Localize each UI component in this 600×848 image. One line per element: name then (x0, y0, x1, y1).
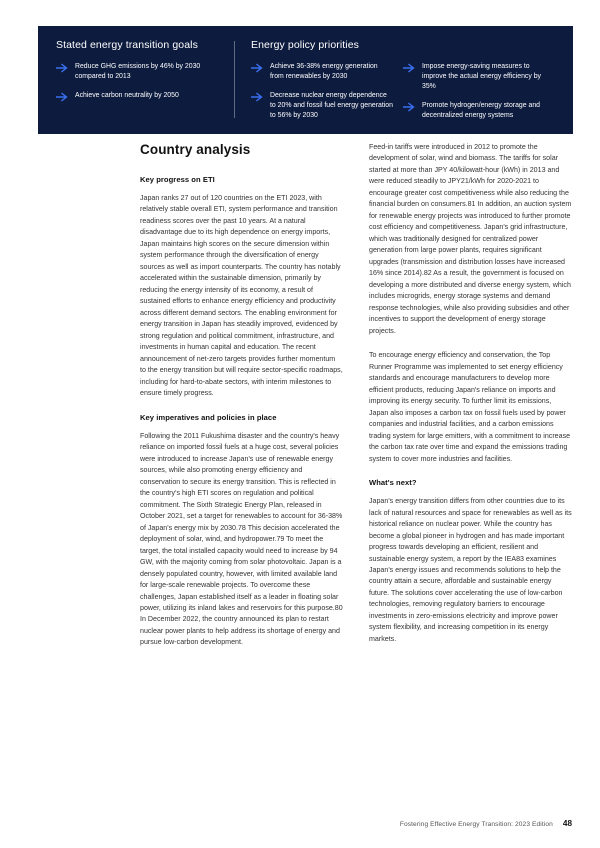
stated-goals-item-label: Reduce GHG emissions by 46% by 2030 compared to 2013 (75, 63, 201, 80)
page-title: Country analysis (140, 142, 251, 157)
paragraph-whats-next: Japan's energy transition differs from other countries due to its lack of natural resources and space for renewables as well as its historical reliance on nuclear power. While the country has become a global pioneer in hydrogen and has made important progress towards developing an efficient, resilient and sustainable energy system, a report by the IEA83 examines Japan's energy issues and recommends solutions to help the country attain a secure, affordable and sustainable energy future. The solutions cover accelerating the use of low-carbon technologies, removing regulatory barriers to encourage investments in zero-emissions electricity and improve power system flexibility, and increasing competition in its energy markets. (369, 497, 572, 643)
section-heading-key-progress: Key progress on ETI (140, 175, 215, 184)
page-footer (400, 819, 572, 828)
arrow-right-icon (56, 63, 69, 73)
priority-item-label: Impose energy-saving measures to improve the actual energy efficiency by 35% (422, 63, 541, 90)
stated-goals-item (56, 91, 222, 102)
stated-goals-item-label: Achieve carbon neutrality by 2050 (75, 92, 179, 99)
paragraph-key-imperatives: Following the 2011 Fukushima disaster and the country's heavy reliance on imported fossil fuels at a huge cost, several policies were introduced to increase Japan's use of renewable energy sources, while also promoting energy efficiency and conservation to secure its energy transition. This is reflected in the country's high ETI scores on regulation and political commitment. The Sixth Strategic Energy Plan, released in October 2021, set a target for renewables to account for 36-38% of Japan's energy mix by 2030.78 This decision accelerated the deployment of solar, wind, and hydropower.79 To meet the target, the total installed capacity would need to increase by 94 GW, with the majority coming from solar photovoltaic. Japan is a densely populated country, however, with limited available land for large-scale renewable projects. To overcome these challenges, Japan established itself as a leader in floating solar power, utilizing its inland lakes and reservoirs for this purpose.80 In December 2022, the country announced its plan to restart nuclear power plants to help address its shortage of energy and pursue low-carbon development. (140, 431, 343, 647)
arrow-right-icon (403, 102, 416, 112)
footer-report-title: Fostering Effective Energy Transition: 2023 Edition (399, 821, 553, 828)
priority-item (251, 91, 393, 121)
footer-page-number: 48 (562, 819, 572, 828)
left-text-column (140, 142, 343, 802)
priority-item-label: Achieve 36-38% energy generation from renewables by 2030 (270, 63, 378, 80)
paragraph-feed-in-tariffs: Feed-in tariffs were introduced in 2012 to promote the development of solar, wind and biomass. The tariffs for solar started at more than JPY 40/kilowatt-hour (kWh) in 2013 and were reduced steadily to JPY21/kWh for 2020-2021 to encourage greater cost competitiveness while also reducing the financial burden on consumers.81 In addition, an auction system for renewable energy projects was introduced to further promote cost efficiency and competitiveness. Japan's grid infrastructure, which was traditionally designed for centralized power generation from large power plants, requires significant upgrades (transmission and distribution losses have increased 16% since 2014).82 As a result, the government is focused on developing a more distributed and diverse energy system, which includes microgrids, energy storage systems and demand response technologies, while also providing subsidies and other incentives to support the development of energy storage projects. (369, 143, 572, 335)
stated-goals-item (56, 62, 222, 82)
priority-item (403, 101, 545, 121)
key-facts-banner (38, 26, 573, 134)
paragraph-key-progress: Japan ranks 27 out of 120 countries on the ETI 2023, with relatively stable overall ETI, system performance and transition readiness scores over the past 10 years. At a natural disadvantage due to its high dependence on energy imports, Japan maintains high scores on the secure dimension within system performance through the diversification of energy sources as well as import counterparts. The country has notably accelerated within the sustainable dimension, primarily by reducing the energy intensity of its economy, a result of sustained efforts to enhance energy efficiency and productivity across different demand sectors. The enabling environment for energy transition in Japan has steadily improved, evidenced by strong regulation and political commitment, infrastructure, and investments in human capital and education. The recent announcement of net-zero targets provides further momentum to the energy transition but will require sector-specific roadmaps, including for hard-to-abate sectors, with interim milestones to ensure timely progress. (140, 194, 343, 398)
priority-item-label: Decrease nuclear energy dependence to 20% and fossil fuel energy generation to 56% by 2030 (270, 92, 393, 119)
priority-item (403, 62, 545, 92)
right-text-column (369, 142, 572, 802)
section-heading-key-imperatives: Key imperatives and policies in place (140, 412, 277, 422)
arrow-right-icon (403, 63, 416, 73)
paragraph-efficiency-conservation: To encourage energy efficiency and conservation, the Top Runner Programme was implemented to set energy efficiency standards and encourage manufacturers to develop more efficient products, reducing Japan's reliance on imports and improving its energy security. To further limit its emissions, Japan also imposes a carbon tax on fossil fuels used by power companies and industrial facilities, and a carbon emissions trading system for large emitters, with a commitment to increase the carbon tax rate over time and expand the emissions trading system to cover more industries and facilities. (369, 351, 571, 463)
energy-policy-priorities-column (235, 39, 555, 124)
priorities-subcolumn-1 (251, 39, 403, 124)
energy-policy-priorities-title: Energy policy priorities (251, 39, 360, 51)
article-body (140, 142, 572, 802)
priorities-subcolumn-2 (403, 39, 555, 124)
arrow-right-icon (251, 63, 264, 73)
priority-item-label: Promote hydrogen/energy storage and decentralized energy systems (422, 102, 540, 119)
priority-item (251, 62, 393, 82)
priorities-spacer (403, 39, 545, 51)
arrow-right-icon (56, 92, 69, 102)
stated-goals-column (56, 39, 234, 124)
section-heading-whats-next: What's next? (369, 478, 417, 488)
stated-goals-title: Stated energy transition goals (56, 39, 198, 51)
arrow-right-icon (251, 92, 264, 102)
